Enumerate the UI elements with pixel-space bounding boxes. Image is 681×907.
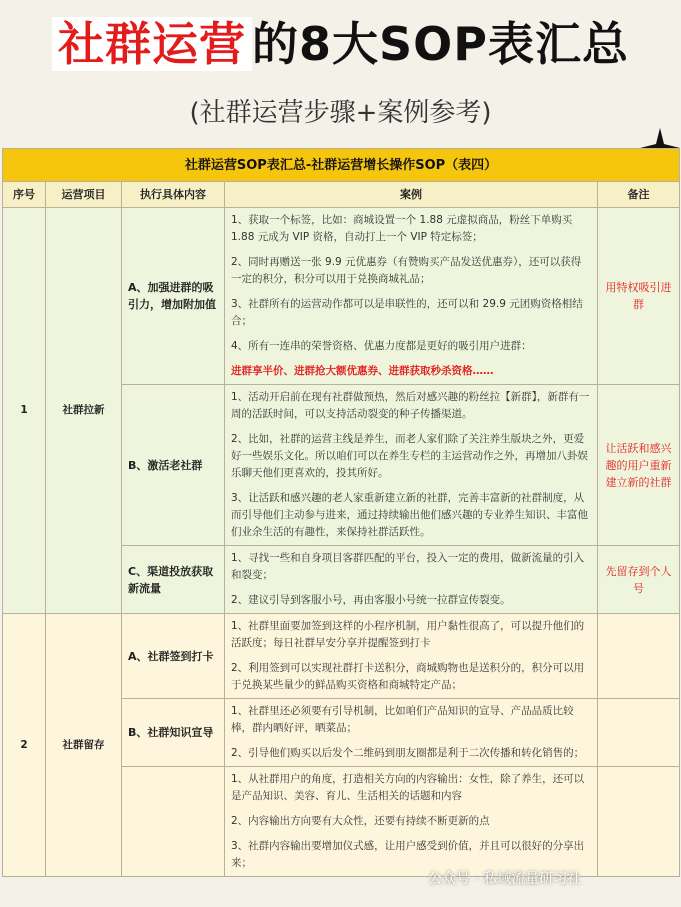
case-line: 1、获取一个标签，比如：商城设置一个 1.88 元虚拟商品，粉丝下单购买 1.88 元成为 VIP 资格，自动打上一个 VIP 特定标签；: [231, 214, 573, 243]
case-line: 1、社群里面要加签到这样的小程序机制，用户黏性很高了，可以提升他们的活跃度；每日社群早安分享并提醒签到打卡: [231, 620, 585, 649]
exec-content: B、激活老社群: [122, 385, 225, 546]
operation-item: 社群拉新: [46, 208, 122, 614]
case-line: 2、同时再赠送一张 9.9 元优惠券（有赞购买产品发送优惠券），还可以获得一定的积分，积分可以用于兑换商城礼品；: [231, 256, 582, 285]
page-subtitle: (社群运营步骤+案例参考): [189, 98, 492, 128]
case-cell: [225, 767, 598, 877]
case-cell: [225, 208, 598, 385]
note-cell: [598, 614, 680, 699]
page-title: [10, 8, 671, 80]
exec-content: C、渠道投放获取新流量: [122, 546, 225, 614]
title-rest: 的8大SOP表汇总: [252, 17, 629, 71]
exec-content: [122, 767, 225, 877]
case-cell: [225, 614, 598, 699]
note-cell: [598, 767, 680, 877]
case-line: 1、从社群用户的角度，打造相关方向的内容输出：女性，除了养生，还可以是产品知识、美容、育儿、生活相关的话题和内容: [231, 773, 585, 802]
case-line: 4、所有一连串的荣誉资格、优惠力度都是更好的吸引用户进群：: [231, 340, 532, 352]
col-header-item: 运营项目: [46, 182, 122, 208]
case-line: 2、比如，社群的运营主线是养生，而老人家们除了关注养生版块之外，更爱好一些娱乐文化。所以咱们可以在养生专栏的主运营动作之外，再增加八卦娱乐聊天他们更喜欢的，投其所好。: [231, 433, 588, 479]
col-header-note: 备注: [598, 182, 680, 208]
case-line: 3、社群内容输出要增加仪式感，让用户感受到价值，并且可以很好的分享出来；: [231, 840, 585, 869]
case-line: 2、引导他们购买以后发个二维码到朋友圈都是利于二次传播和转化销售的；: [231, 747, 585, 759]
row-number: 2: [3, 614, 46, 877]
note-cell: 先留存到个人号: [598, 546, 680, 614]
col-header-exec: 执行具体内容: [122, 182, 225, 208]
case-line: 2、内容输出方向要有大众性，还要有持续不断更新的点: [231, 815, 490, 827]
table-banner: 社群运营SOP表汇总-社群运营增长操作SOP（表四）: [3, 149, 680, 182]
case-line: 1、活动开启前在现有社群做预热，然后对感兴趣的粉丝拉【新群】，新群有一周的活跃时间，可以支持活动裂变的种子传播渠道。: [231, 391, 590, 420]
case-cell: [225, 546, 598, 614]
col-header-no: 序号: [3, 182, 46, 208]
header-area: [0, 0, 681, 140]
note-cell: 让活跃和感兴趣的用户重新建立新的社群: [598, 385, 680, 546]
exec-content: A、社群签到打卡: [122, 614, 225, 699]
case-cell: [225, 385, 598, 546]
row-number: 1: [3, 208, 46, 614]
case-line: 2、建议引导到客服小号，再由客服小号统一拉群宣传裂变。: [231, 594, 511, 606]
sop-table: [2, 148, 680, 877]
case-line: 1、社群里还必须要有引导机制，比如咱们产品知识的宣导、产品品质比较棒，群内晒好评，晒菜品；: [231, 705, 574, 734]
col-header-case: 案例: [225, 182, 598, 208]
note-cell: 用特权吸引进群: [598, 208, 680, 385]
case-line: 2、利用签到可以实现社群打卡送积分，商城购物也是送积分的，积分可以用于兑换某些量少的鲜品购买资格和商城特定产品；: [231, 662, 585, 691]
table-row: [3, 208, 680, 385]
table-row: [3, 614, 680, 699]
operation-item: 社群留存: [46, 614, 122, 877]
note-cell: [598, 699, 680, 767]
case-line: 3、社群所有的运营动作都可以是串联性的，还可以和 29.9 元团购资格相结合；: [231, 298, 583, 327]
exec-content: A、加强进群的吸引力，增加附加值: [122, 208, 225, 385]
watermark: 公众号 · 私域流量研习社: [428, 871, 582, 887]
case-highlight: 进群享半价、进群抢大额优惠券、进群获取秒杀资格……: [231, 365, 494, 377]
exec-content: B、社群知识宣导: [122, 699, 225, 767]
title-highlight: 社群运营: [52, 17, 252, 71]
case-line: 1、寻找一些和自身项目客群匹配的平台，投入一定的费用，做新流量的引入和裂变；: [231, 552, 585, 581]
case-cell: [225, 699, 598, 767]
case-line: 3、让活跃和感兴趣的老人家重新建立新的社群，完善丰富新的社群制度，从而引导他们主动参与进来，通过持续输出他们感兴趣的专业养生知识、丰富他们业余生活的有趣性，来保持社群活跃性。: [231, 492, 588, 538]
